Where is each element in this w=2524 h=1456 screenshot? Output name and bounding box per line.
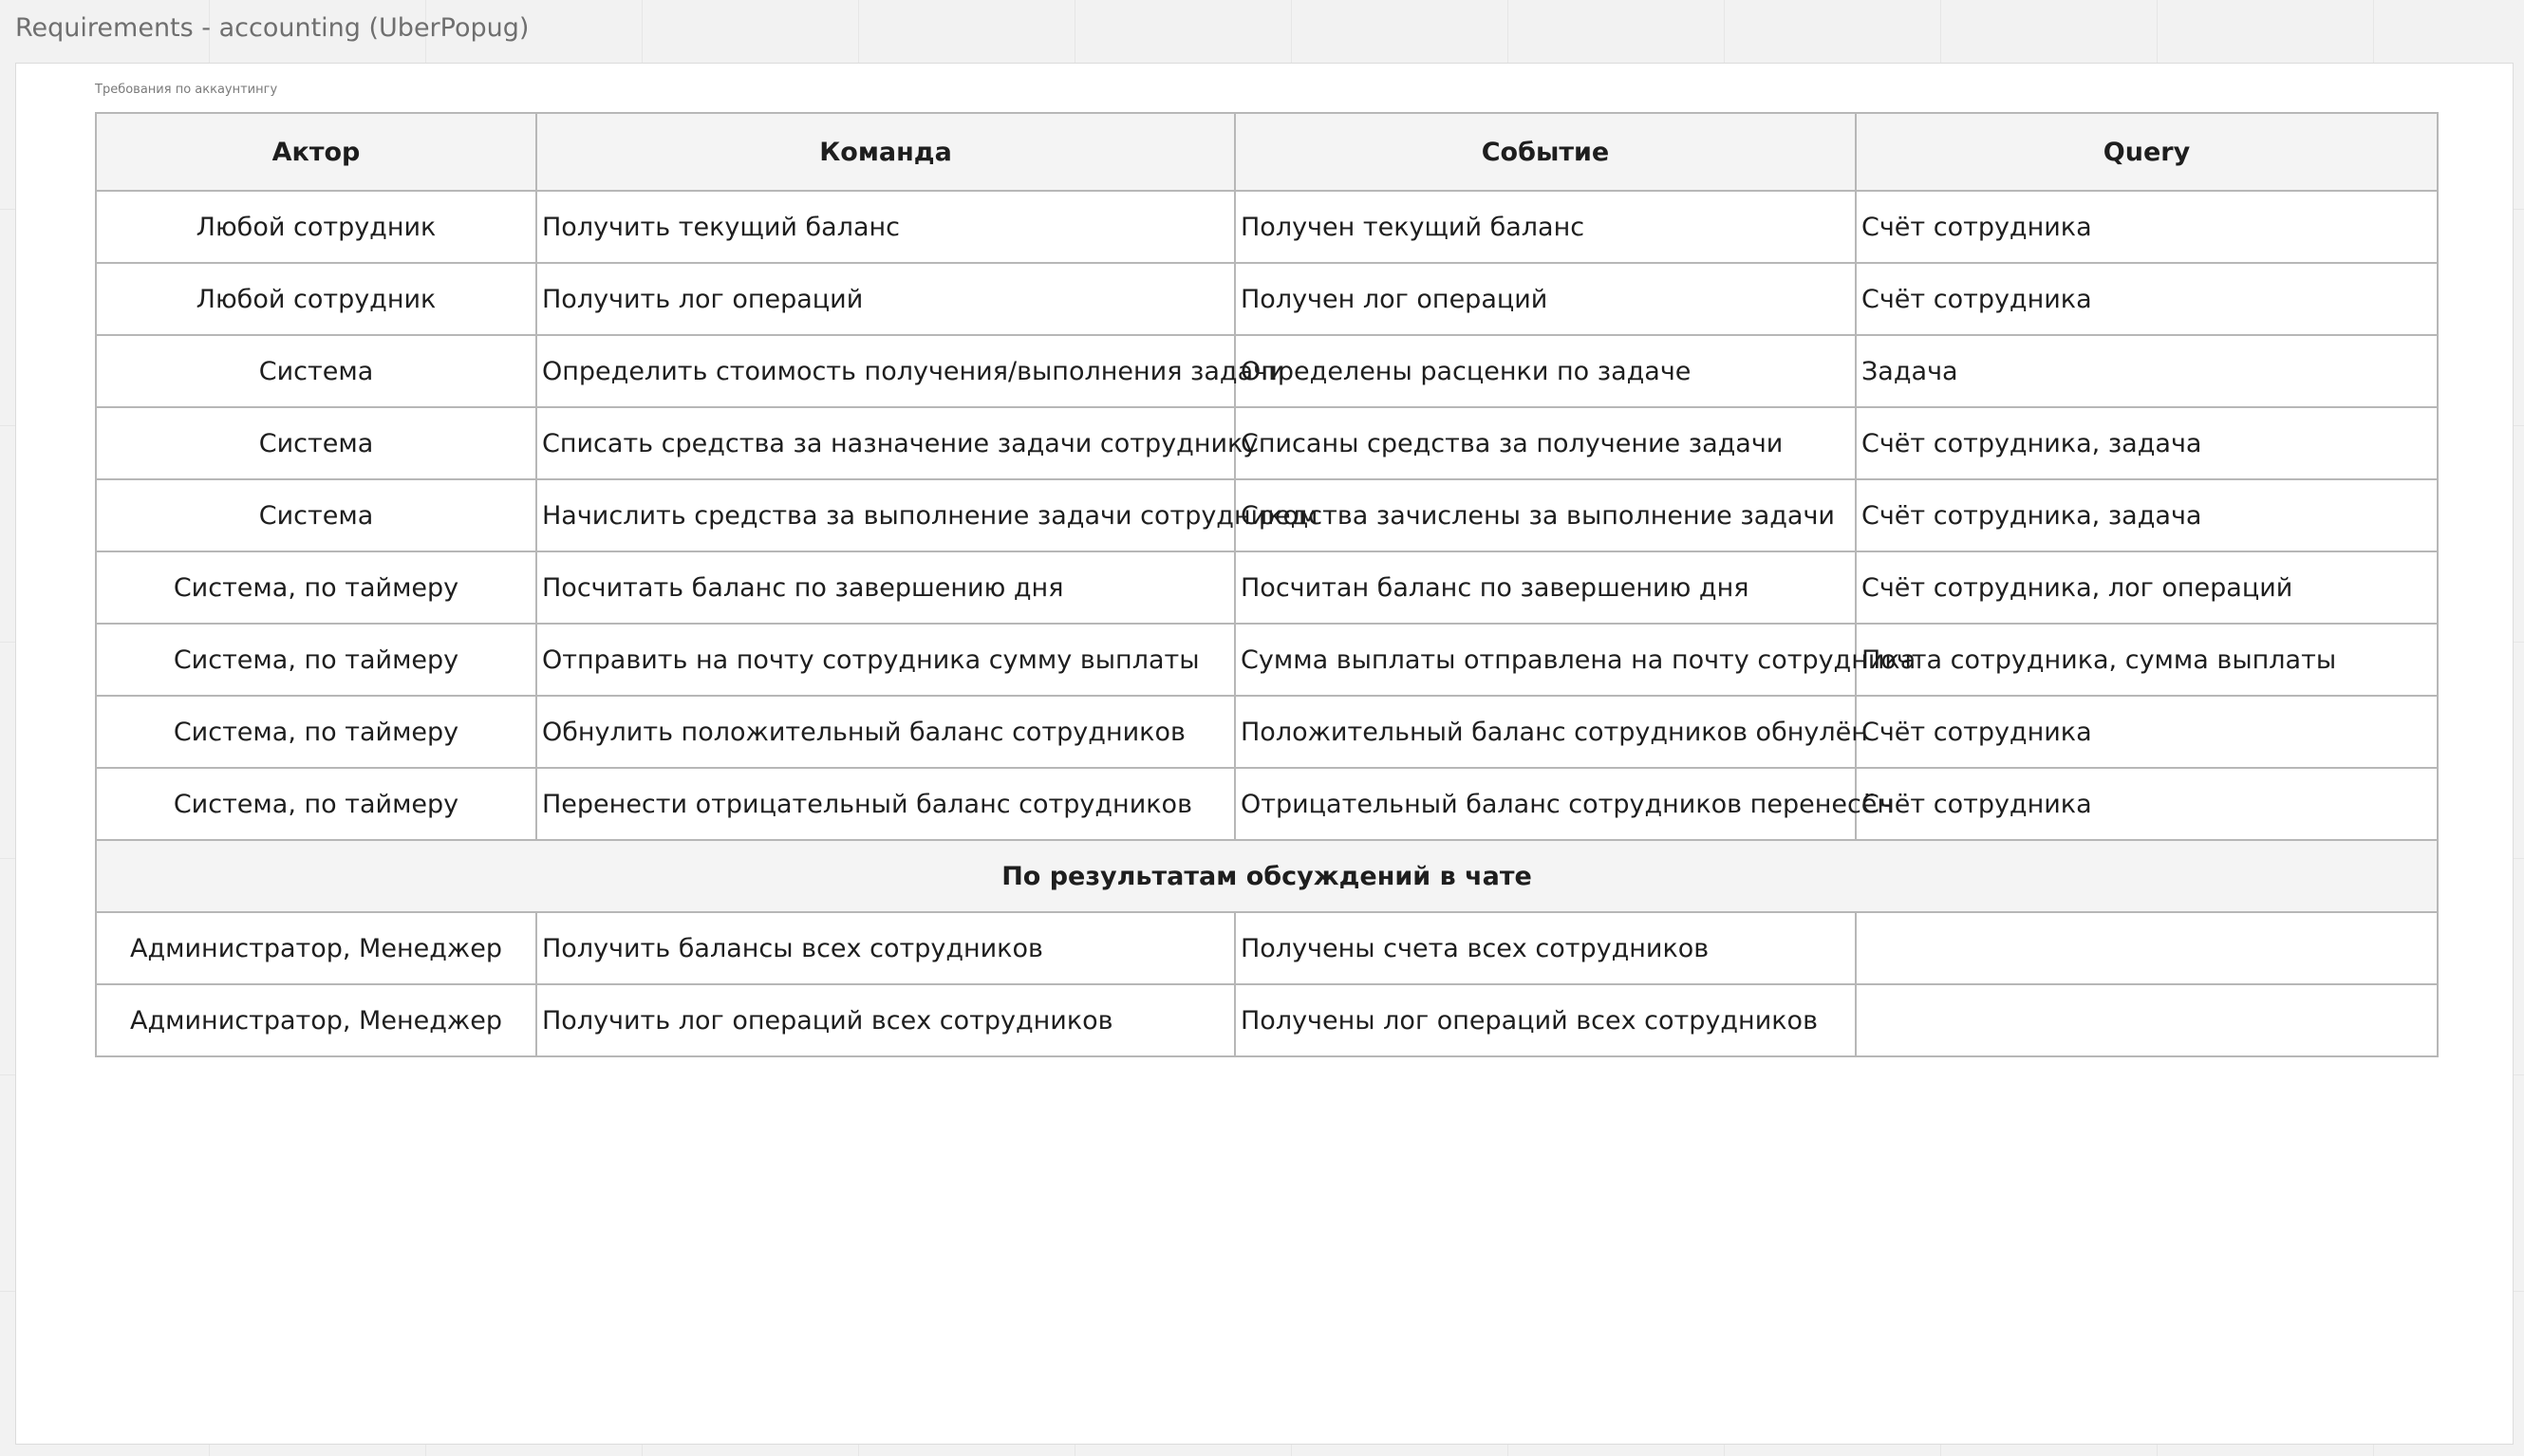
frame-title[interactable]: Requirements - accounting (UberPopug)	[15, 13, 530, 43]
event-cell[interactable]: Получены счета всех сотрудников	[1235, 912, 1856, 984]
table-row	[96, 624, 2438, 696]
actor-cell[interactable]: Администратор, Менеджер	[96, 984, 536, 1056]
actor-cell[interactable]: Любой сотрудник	[96, 263, 536, 335]
command-cell[interactable]: Получить балансы всех сотрудников	[536, 912, 1235, 984]
table-caption: Требования по аккаунтингу	[95, 83, 278, 97]
command-cell[interactable]: Получить лог операций всех сотрудников	[536, 984, 1235, 1056]
query-cell[interactable]	[1856, 984, 2438, 1056]
actor-cell[interactable]: Система, по таймеру	[96, 624, 536, 696]
event-cell[interactable]: Сумма выплаты отправлена на почту сотрудника	[1235, 624, 1856, 696]
actor-cell[interactable]: Любой сотрудник	[96, 191, 536, 263]
actor-cell[interactable]: Система	[96, 479, 536, 551]
event-cell[interactable]: Посчитан баланс по завершению дня	[1235, 551, 1856, 624]
event-cell[interactable]: Получен текущий баланс	[1235, 191, 1856, 263]
command-cell[interactable]: Перенести отрицательный баланс сотрудников	[536, 768, 1235, 840]
table-row	[96, 263, 2438, 335]
event-cell[interactable]: Определены расценки по задаче	[1235, 335, 1856, 407]
table-row	[96, 768, 2438, 840]
actor-cell[interactable]: Администратор, Менеджер	[96, 912, 536, 984]
query-cell[interactable]: Счёт сотрудника, задача	[1856, 479, 2438, 551]
event-cell[interactable]: Списаны средства за получение задачи	[1235, 407, 1856, 479]
requirements-table[interactable]	[95, 112, 2439, 1057]
actor-cell[interactable]: Система, по таймеру	[96, 696, 536, 768]
header-command[interactable]: Команда	[536, 113, 1235, 191]
query-cell[interactable]: Счёт сотрудника	[1856, 263, 2438, 335]
header-actor[interactable]: Актор	[96, 113, 536, 191]
table-row	[96, 984, 2438, 1056]
command-cell[interactable]: Списать средства за назначение задачи сотруднику	[536, 407, 1235, 479]
command-cell[interactable]: Определить стоимость получения/выполнения задачи	[536, 335, 1235, 407]
event-cell[interactable]: Отрицательный баланс сотрудников перенесён	[1235, 768, 1856, 840]
section-row	[96, 840, 2438, 912]
command-cell[interactable]: Начислить средства за выполнение задачи сотрудником	[536, 479, 1235, 551]
query-cell[interactable]: Счёт сотрудника, лог операций	[1856, 551, 2438, 624]
table-row	[96, 479, 2438, 551]
event-cell[interactable]: Средства зачислены за выполнение задачи	[1235, 479, 1856, 551]
event-cell[interactable]: Получен лог операций	[1235, 263, 1856, 335]
requirements-frame[interactable]	[15, 63, 2514, 1445]
event-cell[interactable]: Получены лог операций всех сотрудников	[1235, 984, 1856, 1056]
actor-cell[interactable]: Система, по таймеру	[96, 768, 536, 840]
actor-cell[interactable]: Система	[96, 335, 536, 407]
header-row	[96, 113, 2438, 191]
event-cell[interactable]: Положительный баланс сотрудников обнулён	[1235, 696, 1856, 768]
table-row	[96, 407, 2438, 479]
query-cell[interactable]: Почта сотрудника, сумма выплаты	[1856, 624, 2438, 696]
actor-cell[interactable]: Система, по таймеру	[96, 551, 536, 624]
actor-cell[interactable]: Система	[96, 407, 536, 479]
table-row	[96, 696, 2438, 768]
section-title-cell[interactable]: По результатам обсуждений в чате	[96, 840, 2438, 912]
table-row	[96, 191, 2438, 263]
query-cell[interactable]: Счёт сотрудника	[1856, 696, 2438, 768]
header-query[interactable]: Query	[1856, 113, 2438, 191]
command-cell[interactable]: Отправить на почту сотрудника сумму выплаты	[536, 624, 1235, 696]
command-cell[interactable]: Посчитать баланс по завершению дня	[536, 551, 1235, 624]
query-cell[interactable]: Счёт сотрудника	[1856, 768, 2438, 840]
command-cell[interactable]: Получить лог операций	[536, 263, 1235, 335]
query-cell[interactable]	[1856, 912, 2438, 984]
command-cell[interactable]: Обнулить положительный баланс сотрудников	[536, 696, 1235, 768]
header-event[interactable]: Событие	[1235, 113, 1856, 191]
table-row	[96, 912, 2438, 984]
table-row	[96, 551, 2438, 624]
command-cell[interactable]: Получить текущий баланс	[536, 191, 1235, 263]
query-cell[interactable]: Счёт сотрудника	[1856, 191, 2438, 263]
table-row	[96, 335, 2438, 407]
query-cell[interactable]: Счёт сотрудника, задача	[1856, 407, 2438, 479]
query-cell[interactable]: Задача	[1856, 335, 2438, 407]
